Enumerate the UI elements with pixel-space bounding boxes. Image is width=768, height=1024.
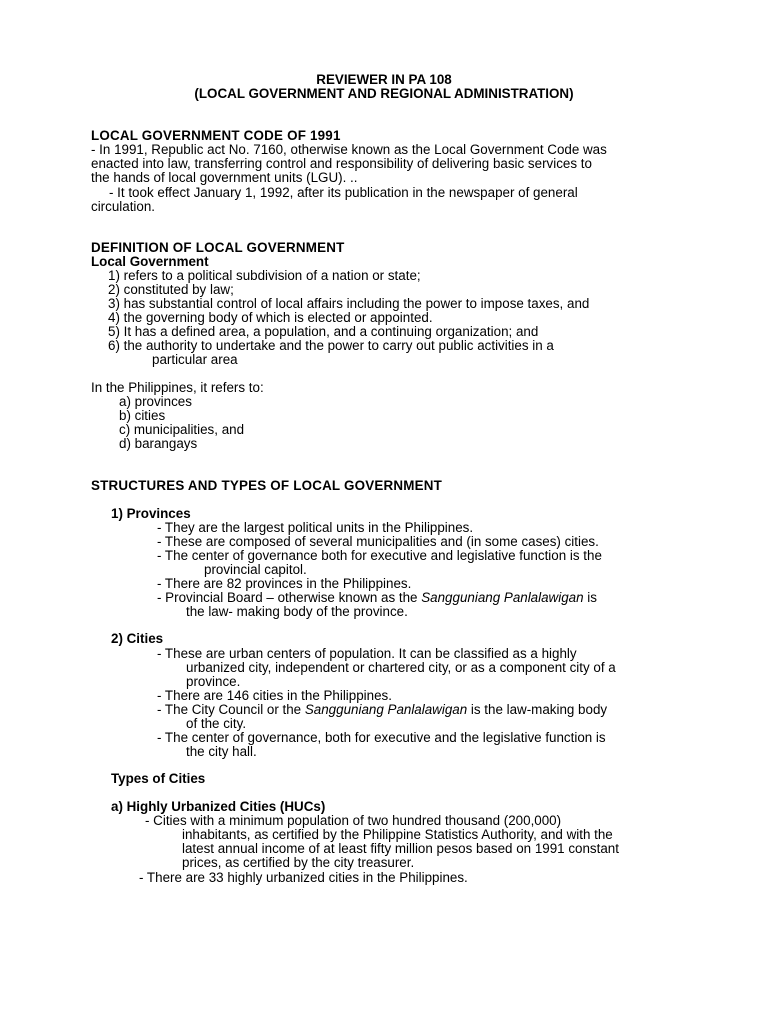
paragraph-line: enacted into law, transferring control and responsibility of delivering basic services to [91, 156, 592, 171]
bullet-text: - The City Council or the [157, 702, 305, 717]
section-heading-structures: STRUCTURES AND TYPES OF LOCAL GOVERNMENT [91, 478, 442, 493]
subheading-huc: a) Highly Urbanized Cities (HUCs) [111, 799, 326, 814]
bullet-text: - Provincial Board – otherwise known as the [157, 590, 422, 605]
emphasis-term: Sangguniang Panlalawigan [304, 702, 468, 717]
list-item: 6) the authority to undertake and the power to carry out public activities in a [108, 338, 554, 353]
bullet-line: - These are urban centers of population. It can be classified as a highly [157, 646, 577, 661]
bullet-text: is [583, 590, 597, 605]
bullet-line: - There are 33 highly urbanized cities in the Philippines. [139, 870, 468, 885]
section-heading-definition: DEFINITION OF LOCAL GOVERNMENT [91, 240, 345, 255]
bullet-line: - The center of governance both for executive and legislative function is the [157, 548, 602, 563]
list-item: 5) It has a defined area, a population, and a continuing organization; and [108, 324, 539, 339]
list-item: 3) has substantial control of local affairs including the power to impose taxes, and [108, 296, 590, 311]
paragraph-line: - It took effect January 1, 1992, after its publication in the newspaper of general [109, 185, 578, 200]
document-title: REVIEWER IN PA 108 [316, 72, 452, 87]
subheading-types-of-cities: Types of Cities [111, 771, 206, 786]
paragraph-line: - In 1991, Republic act No. 7160, otherwise known as the Local Government Code was [91, 142, 607, 157]
list-item: 2) constituted by law; [108, 282, 234, 297]
bullet-continuation: inhabitants, as certified by the Philippine Statistics Authority, and with the [182, 827, 613, 842]
list-item: a) provinces [119, 394, 192, 409]
bullet-line: - They are the largest political units in the Philippines. [157, 520, 474, 535]
list-item: c) municipalities, and [119, 422, 245, 437]
philippines-intro: In the Philippines, it refers to: [91, 380, 264, 395]
bullet-line: - The center of governance, both for executive and the legislative function is [157, 730, 606, 745]
emphasis-term: Sangguniang Panlalawigan [421, 590, 584, 605]
bullet-line: - There are 82 provinces in the Philippines. [157, 576, 412, 591]
list-item: 4) the governing body of which is elected or appointed. [108, 310, 433, 325]
paragraph-line: circulation. [91, 199, 156, 214]
list-item: 1) refers to a political subdivision of a nation or state; [108, 268, 421, 283]
bullet-continuation: the city hall. [186, 744, 257, 759]
list-item-continuation: particular area [152, 352, 238, 367]
bullet-continuation: urbanized city, independent or chartered city, or as a component city of a [186, 660, 616, 675]
bullet-line: - There are 146 cities in the Philippines. [157, 688, 392, 703]
bullet-continuation: province. [186, 674, 241, 689]
bullet-continuation: latest annual income of at least fifty million pesos based on 1991 constant [182, 841, 619, 856]
subheading-local-government: Local Government [91, 254, 209, 269]
bullet-continuation: the law- making body of the province. [186, 604, 408, 619]
list-item: b) cities [119, 408, 166, 423]
document-subtitle: (LOCAL GOVERNMENT AND REGIONAL ADMINISTRATION) [194, 86, 574, 101]
bullet-continuation: prices, as certified by the city treasurer. [182, 855, 415, 870]
paragraph-line: the hands of local government units (LGU). .. [91, 170, 358, 185]
list-item: d) barangays [119, 436, 198, 451]
bullet-text: is the law-making body [467, 702, 608, 717]
bullet-continuation: provincial capitol. [204, 562, 307, 577]
subheading-cities: 2) Cities [111, 631, 164, 646]
bullet-line: - Cities with a minimum population of two hundred thousand (200,000) [145, 813, 562, 828]
subheading-provinces: 1) Provinces [111, 506, 191, 521]
section-heading-lgc: LOCAL GOVERNMENT CODE OF 1991 [91, 128, 341, 143]
bullet-line: - These are composed of several municipalities and (in some cases) cities. [157, 534, 599, 549]
bullet-continuation: of the city. [186, 716, 247, 731]
